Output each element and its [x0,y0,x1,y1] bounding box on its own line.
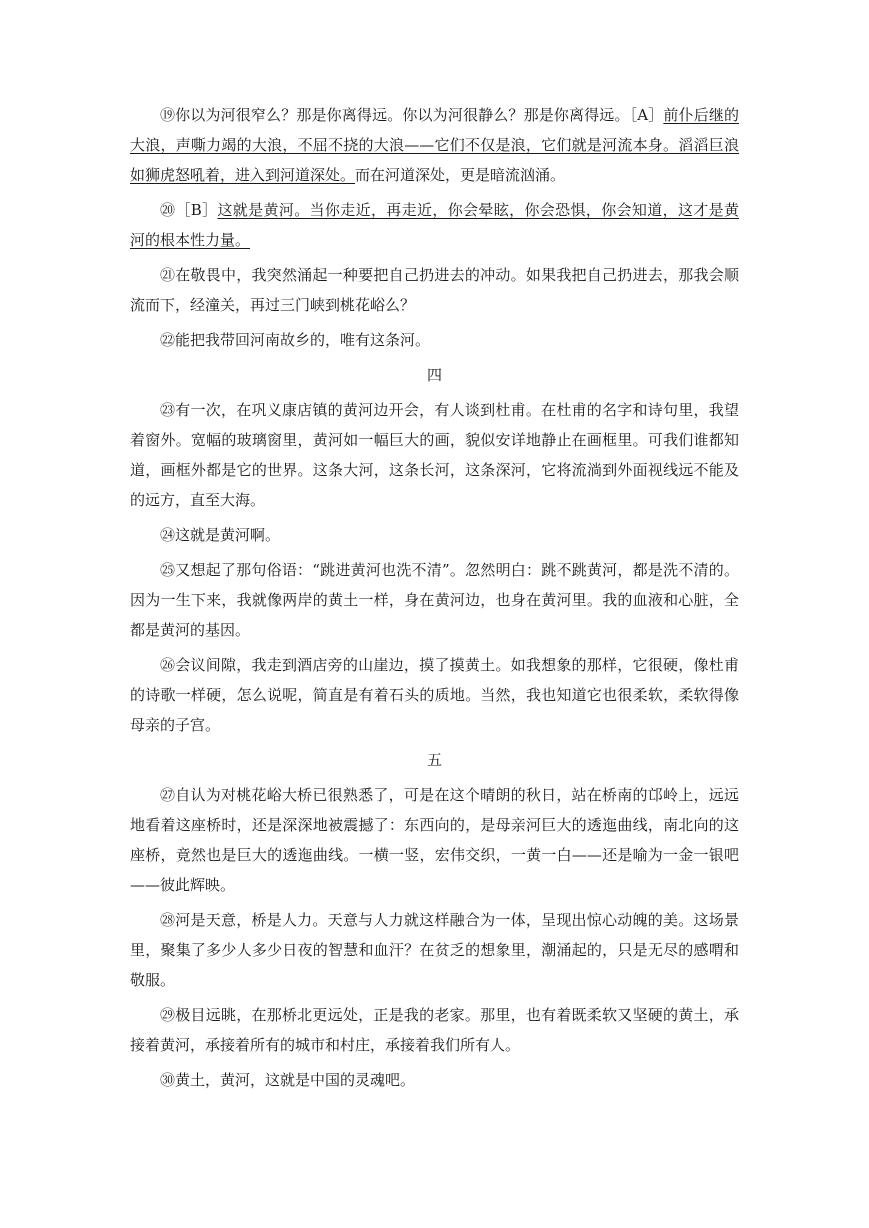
paragraph-23: ㉓有一次，在巩义康店镇的黄河边开会，有人谈到杜甫。在杜甫的名字和诗句里，我望着窗外。宽幅的玻璃窗里，黄河如一幅巨大的画，貌似安详地静止在画框里。可我们谁都知道，画框外都是它的世界。这条大河，这条长河，这条深河，它将流淌到外面视线远不能及的远方，直至大海。 [130,401,739,509]
paragraph-19 [130,100,739,190]
paragraph-29: ㉙极目远眺，在那桥北更远处，正是我的老家。那里，也有着既柔软又坚硬的黄土，承接着黄河，承接着所有的城市和村庄，承接着我们所有人。 [130,1006,739,1054]
paragraph-30: ㉚黄土，黄河，这就是中国的灵魂吧。 [160,1071,416,1089]
underlined-sentence-b: 这就是黄河。当你走近，再走近，你会晕眩，你会恐惧，你会知道，这才是黄河的根本性力量。 [130,201,739,249]
paragraph-26: ㉖会议间隙，我走到酒店旁的山崖边，摸了摸黄土。如我想象的那样，它很硬，像杜甫的诗歌一样硬，怎么说呢，简直是有着石头的质地。当然，我也知道它也很柔软，柔软得像母亲的子宫。 [130,656,739,734]
underlined-sentence-a: 前仆后继的大浪，声嘶力竭的大浪，不屈不挠的大浪——它们不仅是浪，它们就是河流本身。滔滔巨浪如狮虎怒吼着，进入到河道深处。 [130,106,739,184]
paragraph-25: ㉕又想起了那句俗语：“跳进黄河也洗不清”。忽然明白：跳不跳黄河，都是洗不清的。因为一生下来，我就像两岸的黄土一样，身在黄河边，也身在黄河里。我的血液和心脏，全都是黄河的基因。 [130,561,739,639]
paragraph-19-intro: ⑲你以为河很窄么？那是你离得远。你以为河很静么？那是你离得远。［A］ [160,106,664,124]
paragraph-27: ㉗自认为对桃花峪大桥已很熟悉了，可是在这个晴朗的秋日，站在桥南的邙岭上，远远地看着这座桥时，还是深深地被震撼了：东西向的，是母亲河巨大的透迤曲线，南北向的这座桥，竟然也是巨大的透迤曲线。一横一竖，宏伟交织，一黄一白——还是喻为一金一银吧——彼此辉映。 [130,786,739,894]
paragraph-28: ㉘河是天意，桥是人力。天意与人力就这样融合为一体，呈现出惊心动魄的美。这场景里，聚集了多少人多少日夜的智慧和血汗？在贫乏的想象里，潮涌起的，只是无尽的感喟和敬服。 [130,911,739,989]
paragraph-19-ending: 而在河道深处，更是暗流汹涌。 [355,166,566,184]
section-heading-5: 五 [426,751,442,769]
marker-b: ⑳［B］ [160,201,218,219]
paragraph-24: ㉔这就是黄河啊。 [160,526,281,544]
section-heading-4: 四 [426,366,442,384]
paragraph-21: ㉑在敬畏中，我突然涌起一种要把自己扔进去的冲动。如果我把自己扔进去，那我会顺流而下，经潼关，再过三门峡到桃花峪么？ [130,266,739,314]
paragraph-22: ㉒能把我带回河南故乡的，唯有这条河。 [160,331,431,349]
paragraph-20 [130,195,739,255]
